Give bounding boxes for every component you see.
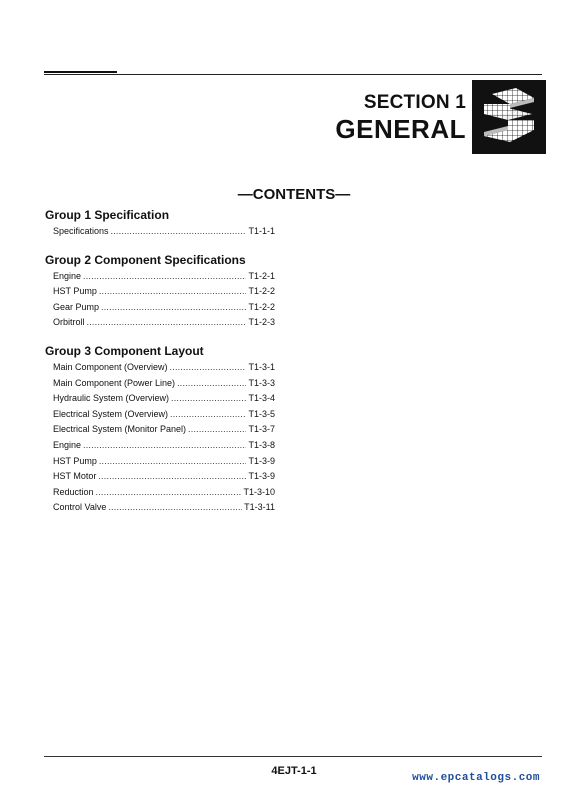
toc-entry <box>53 315 275 331</box>
dot-leader <box>101 300 246 316</box>
dot-leader <box>108 500 242 516</box>
entry-page: T1-3-9 <box>248 455 275 466</box>
entry-label: Electrical System (Monitor Panel) <box>53 424 187 435</box>
group-heading: Group 3 Component Layout <box>45 343 204 358</box>
entry-page: T1-2-2 <box>248 286 275 297</box>
toc-entry <box>53 224 275 240</box>
entry-page: T1-3-10 <box>243 486 275 497</box>
dot-leader <box>188 422 246 438</box>
group-heading: Group 2 Component Specifications <box>45 252 246 267</box>
section-label: SECTION 1 <box>363 92 466 113</box>
bottom-rule <box>44 756 542 757</box>
entry-label: Reduction <box>53 486 94 497</box>
entry-page: T1-1-1 <box>248 226 275 236</box>
dot-leader <box>96 485 242 501</box>
top-rule <box>44 74 542 75</box>
entry-page: T1-3-1 <box>248 361 275 372</box>
entry-page: T1-2-1 <box>248 270 275 281</box>
toc-entry <box>53 454 275 470</box>
group-heading: Group 1 Specification <box>45 208 170 222</box>
entry-label: HST Motor <box>53 471 97 482</box>
entry-page: T1-3-8 <box>248 439 275 450</box>
toc-entry <box>53 469 275 485</box>
dot-leader <box>99 284 247 300</box>
entry-label: Hydraulic System (Overview) <box>53 393 170 404</box>
section-title: GENERAL <box>335 114 466 144</box>
toc-group <box>45 252 295 331</box>
entry-label: HST Pump <box>53 455 97 466</box>
dot-leader <box>111 224 247 240</box>
entry-page: T1-3-3 <box>248 377 275 388</box>
table-of-contents <box>45 207 295 528</box>
entry-label: Electrical System (Overview) <box>53 408 169 419</box>
toc-entry <box>53 422 275 438</box>
toc-entry <box>53 360 275 376</box>
entry-label: Specifications <box>53 226 109 236</box>
entry-label: Control Valve <box>53 502 107 513</box>
toc-entry <box>53 485 275 501</box>
entry-page: T1-3-11 <box>244 502 275 513</box>
entry-label: Engine <box>53 270 82 281</box>
toc-group <box>45 343 295 516</box>
entry-page: T1-2-3 <box>248 317 275 328</box>
toc-entry <box>53 300 275 316</box>
dot-leader <box>177 376 246 392</box>
toc-entry <box>53 407 275 423</box>
entry-page: T1-3-9 <box>248 471 275 482</box>
dot-leader <box>98 469 246 485</box>
dot-leader <box>99 454 247 470</box>
dot-leader <box>83 438 246 454</box>
toc-group <box>45 207 295 240</box>
entry-label: Main Component (Power Line) <box>53 377 176 388</box>
dot-leader <box>87 315 247 331</box>
entry-page: T1-3-5 <box>248 408 275 419</box>
toc-entry <box>53 284 275 300</box>
entry-label: Gear Pump <box>53 301 100 312</box>
page-code: 4EJT-1-1 <box>271 765 317 777</box>
watermark-text: www.epcatalogs.com <box>412 772 540 784</box>
toc-entry <box>53 376 275 392</box>
entry-page: T1-3-7 <box>248 424 275 435</box>
dot-leader <box>171 391 246 407</box>
entry-label: HST Pump <box>53 286 97 297</box>
dot-leader <box>170 360 247 376</box>
entry-page: T1-3-4 <box>248 393 275 404</box>
entry-label: Engine <box>53 439 82 450</box>
toc-entry <box>53 269 275 285</box>
section-s-logo-icon <box>472 80 546 154</box>
dot-leader <box>170 407 246 423</box>
dot-leader <box>83 269 246 285</box>
top-rule-thick <box>44 71 117 73</box>
toc-entry <box>53 391 275 407</box>
entry-label: Main Component (Overview) <box>53 361 168 372</box>
toc-entry <box>53 438 275 454</box>
contents-title: —CONTENTS— <box>237 186 351 203</box>
toc-entry <box>53 500 275 516</box>
entry-page: T1-2-2 <box>248 301 275 312</box>
entry-label: Orbitroll <box>53 317 85 328</box>
